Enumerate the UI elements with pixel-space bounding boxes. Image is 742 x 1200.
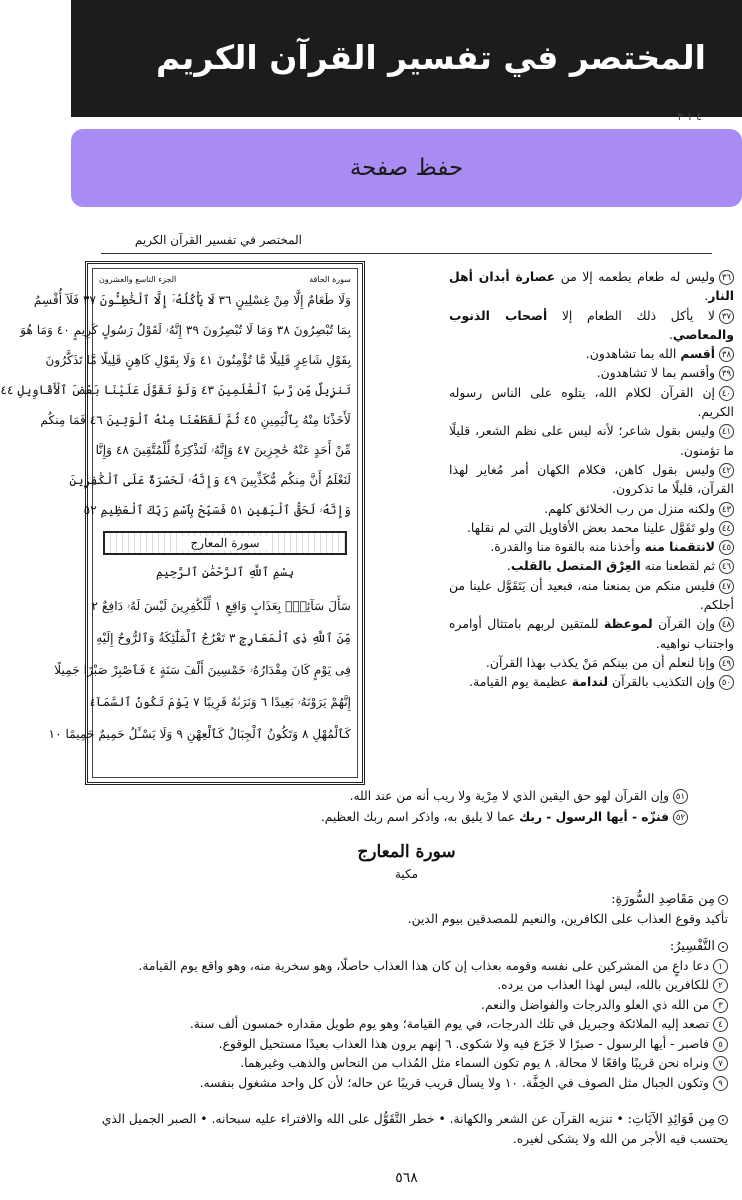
tafseer-text: من الله ذي العلو والدرجات والفواضل والنعم. xyxy=(481,997,709,1012)
tafsir-item xyxy=(449,576,734,615)
verse-number-icon: ٤٤ xyxy=(719,521,734,536)
fawaid-text: • تنزيه القرآن عن الشعر والكهانة. • خطر التَّقَوُّل على الله والافتراء عليه سبحانه. • الصبر الجميل الذي يحتسب فيه الأجر من الله ولا يشكى لغيره. xyxy=(101,1112,728,1146)
tafsir-item xyxy=(449,267,734,306)
surah-banner-title: سورة المعارج xyxy=(178,536,271,550)
verse-number-icon: ٣ xyxy=(713,998,728,1013)
tafseer-text: دعا داعٍ من المشركين على نفسه وقومه بعذاب إن كان هذا العذاب حاصلًا، وهو سخرية منه، وهو واقع يوم القيامة. xyxy=(138,958,709,973)
tafseer-text: ونراه نحن قريبًا واقعًا لا محالة. ٨ يوم تكون السماء مثل المُذاب من النحاس والذهب وغيرهما. xyxy=(240,1056,709,1070)
quran-line: مِّنَ ٱللَّهِ ذِى ٱلْمَعَارِجِ ٣ تَعْرُجُ ٱلْمَلَٰٓئِكَةُ وَٱلرُّوحُ إِلَيْهِ xyxy=(96,631,351,645)
verse-number-icon: ٧ xyxy=(713,1056,728,1071)
verse-number-icon: ٤١ xyxy=(719,424,734,439)
tafsir-item xyxy=(449,383,734,422)
tafsir-text: وأخذنا منه بالقوة منا والقدرة. xyxy=(490,539,645,555)
previous-page-peek xyxy=(71,110,742,129)
tafsir-text: وليس بقول كاهن، فكلام الكهان أمر مُغاير لهذا القرآن، قليلًا ما تذكرون. xyxy=(449,461,734,497)
tafseer-line xyxy=(85,1035,728,1055)
tafseer-heading-text: التَّفْسِيرُ: xyxy=(669,939,715,954)
tafseer-section xyxy=(85,937,728,1093)
quran-line: وَلَا طَعَامٌ إِلَّا مِنْ غِسْلِينٍ ٣٦ لَا يَأْكُلُهُۥٓ إِلَّا ٱلْخَٰطِـُٔونَ ٣٧ فَلَآ أُقْسِمُ xyxy=(33,293,351,307)
tafsir-bold: أصحاب الذنوب والمعاصي xyxy=(449,307,734,342)
section-bullet-icon xyxy=(718,942,728,952)
verse-number-icon: ٤٣ xyxy=(719,502,734,517)
tafsir-item xyxy=(449,556,734,575)
quran-frame-inner xyxy=(0,268,358,778)
mushaf-page xyxy=(0,215,742,1200)
header-divider xyxy=(101,253,712,254)
tafsir-item xyxy=(449,460,734,499)
tafseer-text: تصعد إليه الملائكة وجبريل في تلك الدرجات، في يوم القيامة؛ وهو يوم طويل مقداره خمسون ألف سنة. xyxy=(189,1017,709,1031)
maqasid-section xyxy=(85,890,728,929)
tafsir-bold: لندامة xyxy=(571,674,609,690)
verse-number-icon: ٤٩ xyxy=(719,656,734,671)
quran-line: لَنَعْلَمُ أَنَّ مِنكُم مُّكَذِّبِينَ ٤٩ وَإِنَّهُۥ لَحَسْرَةٌ عَلَى ٱلْكَٰفِرِينَ xyxy=(69,473,351,487)
quran-line: فِى يَوْمٍ كَانَ مِقْدَارُهُۥ خَمْسِينَ أَلْفَ سَنَةٍ ٤ فَٱصْبِرْ صَبْرًا جَمِيلًا xyxy=(54,663,351,677)
tafsir-text: ولكنه منزل من رب الخلائق كلهم. xyxy=(544,500,715,516)
verse-number-icon: ٣٦ xyxy=(719,270,734,285)
tafseer-text: فاصبر - أيها الرسول - صبرًا لا جَزَع فيه ولا شكوى. ٦ إنهم يرون هذا العذاب بعيدًا مستحيل الوقوع. xyxy=(218,1036,709,1051)
tafseer-line xyxy=(85,1074,728,1094)
surah-type: مكية xyxy=(394,867,419,881)
tafseer-line xyxy=(85,976,728,996)
quran-frame xyxy=(0,261,365,785)
verse-number-icon: ٩ xyxy=(713,1076,728,1091)
page-number: ٥٦٨ xyxy=(395,1170,418,1186)
tafsir-bold: عصارة أبدان أهل النار xyxy=(449,269,734,304)
tafsir-text: عظيمة يوم القيامة. xyxy=(469,674,572,690)
section-bullet-icon xyxy=(718,895,728,905)
quran-line: بِمَا تُبْصِرُونَ ٣٨ وَمَا لَا تُبْصِرُونَ ٣٩ إِنَّهُۥ لَقَوْلُ رَسُولٍ كَرِيمٍ ٤٠ وَمَا هُوَ xyxy=(20,323,351,337)
maqasid-heading-text: مِن مَقَاصِدِ السُّورَةِ: xyxy=(611,892,715,907)
tafsir-bold: أقسم xyxy=(680,346,715,362)
tafsir-item xyxy=(449,363,734,382)
tafsir-text: ثم لقطعنا منه xyxy=(640,558,715,574)
tafseer-line xyxy=(85,1015,728,1035)
quran-line: إِنَّهُمْ يَرَوْنَهُۥ بَعِيدًا ٦ وَنَرَىٰهُ قَرِيبًا ٧ يَوْمَ تَكُونُ ٱلسَّمَآءُ xyxy=(88,695,351,709)
tafseer-heading xyxy=(85,937,728,957)
verse-number-icon: ٥١ xyxy=(673,789,688,804)
tafsir-bold: العِرْق المتصل بالقلب xyxy=(510,558,641,574)
tafseer-line xyxy=(85,957,728,977)
tafsir-bold: لموعظة xyxy=(603,616,653,632)
verse-number-icon: ٢ xyxy=(713,978,728,993)
tafsir-text: . xyxy=(668,326,673,342)
tafsir-text: الله بما تشاهدون. xyxy=(585,346,681,362)
tafsir-text: ولو تَقَوَّل علينا محمد بعض الأقاويل التي لم نقلها. xyxy=(466,519,715,535)
tafsir-text: وإن التكذيب بالقرآن xyxy=(608,674,715,690)
tafsir-text: وأقسم بما لا تشاهدون. xyxy=(596,365,715,381)
fawaid-heading: مِن فَوَائِدِ الآيَاتِ: xyxy=(627,1112,715,1127)
tafsir-text: . xyxy=(506,558,511,574)
quran-line: سَأَلَ سَآئِلٌۢ بِعَذَابٍ وَاقِعٍ ١ لِّلْكَٰفِرِينَ لَيْسَ لَهُۥ دَافِعٌ ٢ xyxy=(91,599,351,613)
tafseer-text: وتكون الجبال مثل الصوف في الخِفَّة. ١٠ ولا يسأل قريب قريبًا عن حاله؛ لأن كل واحد مشغول بنفسه. xyxy=(199,1075,709,1090)
tafsir-text: إن القرآن لكلام الله، يتلوه على الناس رسوله الكريم. xyxy=(449,384,734,420)
verse-number-icon: ٤٥ xyxy=(719,540,734,555)
tafsir-column xyxy=(449,267,734,692)
tafsir-text: لا يأكل ذلك الطعام إلا xyxy=(547,307,715,323)
tafseer-line xyxy=(85,996,728,1016)
fawaid-section xyxy=(85,1110,728,1149)
note-51 xyxy=(91,787,688,806)
tafsir-text: وإنا لنعلم أن من بينكم مَنْ يكذب بهذا القرآن. xyxy=(485,654,715,670)
quran-line: تَنزِيلٌ مِّن رَّبِّ ٱلْعَٰلَمِينَ ٤٣ وَلَوْ تَقَوَّلَ عَلَيْنَا بَعْضَ ٱلْأَقَاوِيلِ ٤٤ xyxy=(0,383,351,397)
verse-number-icon: ٣٨ xyxy=(719,347,734,362)
tafsir-item xyxy=(449,672,734,691)
verse-number-icon: ١ xyxy=(713,959,728,974)
peek-text: ٤ ١ ٢ xyxy=(677,110,702,123)
app-title: المختصر في تفسير القرآن الكريم xyxy=(156,38,706,77)
tafseer-line xyxy=(85,1054,728,1074)
section-bullet-icon xyxy=(718,1115,728,1125)
tafsir-text: وليس له طعام يطعمه إلا من xyxy=(555,269,715,284)
verse-number-icon: ٣٩ xyxy=(719,366,734,381)
verse-number-icon: ٥٢ xyxy=(673,810,688,825)
tafsir-text: . xyxy=(704,288,709,304)
quran-line: وَإِنَّهُۥ لَحَقُّ ٱلْيَقِينِ ٥١ فَسَبِّحْ بِٱسْمِ رَبِّكَ ٱلْعَظِيمِ ٥٢ xyxy=(83,503,351,517)
save-page-button[interactable] xyxy=(71,129,742,207)
tafseer-list xyxy=(85,957,728,1094)
tafsir-item xyxy=(449,537,734,556)
quran-line: كَٱلْمُهْلِ ٨ وَتَكُونُ ٱلْجِبَالُ كَٱلْعِهْنِ ٩ وَلَا يَسْـَٔلُ حَمِيمٌ حَمِيمًا ١٠ xyxy=(48,727,351,741)
juz-label: الجزء التاسع والعشرون xyxy=(99,275,177,284)
verse-number-icon: ٥ xyxy=(713,1037,728,1052)
verse-number-icon: ٤٠ xyxy=(719,386,734,401)
verse-number-icon: ٤٢ xyxy=(719,463,734,478)
verse-number-icon: ٤٦ xyxy=(719,559,734,574)
basmala: بِسْمِ ٱللَّهِ ٱلرَّحْمَٰنِ ٱلرَّحِيمِ xyxy=(155,565,294,579)
tafsir-text: فليس منكم من يمنعنا منه، فبعيد أن يَتَقَوَّل علينا من أجلكم. xyxy=(449,577,734,613)
page-header: المختصر في تفسير القرآن الكريم xyxy=(134,233,302,247)
tafsir-item xyxy=(449,421,734,460)
save-page-label: حفظ صفحة xyxy=(349,155,464,181)
verse-number-icon: ٤٧ xyxy=(719,579,734,594)
quran-line: مِّنْ أَحَدٍ عَنْهُ حَٰجِزِينَ ٤٧ وَإِنَّهُۥ لَتَذْكِرَةٌ لِّلْمُتَّقِينَ ٤٨ وَإِنَّا xyxy=(95,443,351,457)
app-title-bar xyxy=(71,0,742,117)
tafsir-item xyxy=(449,614,734,653)
quran-line: بِقَوْلِ شَاعِرٍ قَلِيلًا مَّا تُؤْمِنُونَ ٤١ وَلَا بِقَوْلِ كَاهِنٍ قَلِيلًا مَّا تَذَكَّرُونَ xyxy=(45,353,351,367)
tafsir-bold: لانتقمنا منه xyxy=(644,539,715,555)
tafsir-text: وإن القرآن xyxy=(652,616,715,632)
tafsir-text: وليس بقول شاعر؛ لأنه ليس على نظم الشعر، قليلًا ما تؤمنون. xyxy=(449,423,734,458)
tafsir-text: للمتقين لربهم بامتثال أوامره واجتناب نواهيه. xyxy=(449,616,734,651)
tafsir-item xyxy=(449,653,734,672)
tafsir-item xyxy=(449,518,734,537)
surah-label: سورة الحاقة xyxy=(309,275,351,284)
verse-number-icon: ٣٧ xyxy=(719,309,734,324)
verse-number-icon: ٤ xyxy=(713,1017,728,1032)
surah-title: سورة المعارج xyxy=(357,842,456,862)
note-bold: فنزّه - أيها الرسول - ربك xyxy=(519,810,669,824)
tafsir-item xyxy=(449,344,734,363)
maqasid-text: تأكيد وقوع العذاب على الكافرين، والنعيم للمصدقين بيوم الدين. xyxy=(407,911,728,926)
maqasid-heading xyxy=(85,890,728,910)
tafseer-text: للكافرين بالله، ليس لهذا العذاب من يرده. xyxy=(497,978,709,992)
quran-line: لَأَخَذْنَا مِنْهُ بِٱلْيَمِينِ ٤٥ ثُمَّ لَقَطَعْنَا مِنْهُ ٱلْوَتِينَ ٤٦ فَمَا مِنكُم xyxy=(40,413,351,427)
tafsir-item xyxy=(449,306,734,345)
surah-banner xyxy=(103,531,347,555)
note-text: عما لا يليق به، واذكر اسم ربك العظيم. xyxy=(320,810,520,824)
verse-number-icon: ٥٠ xyxy=(719,675,734,690)
tafsir-item xyxy=(449,499,734,518)
note-52 xyxy=(91,808,688,827)
verse-number-icon: ٤٨ xyxy=(719,617,734,632)
note-text: وإن القرآن لهو حق اليقين الذي لا مِرْية ولا ريب أنه من عند الله. xyxy=(349,789,669,803)
